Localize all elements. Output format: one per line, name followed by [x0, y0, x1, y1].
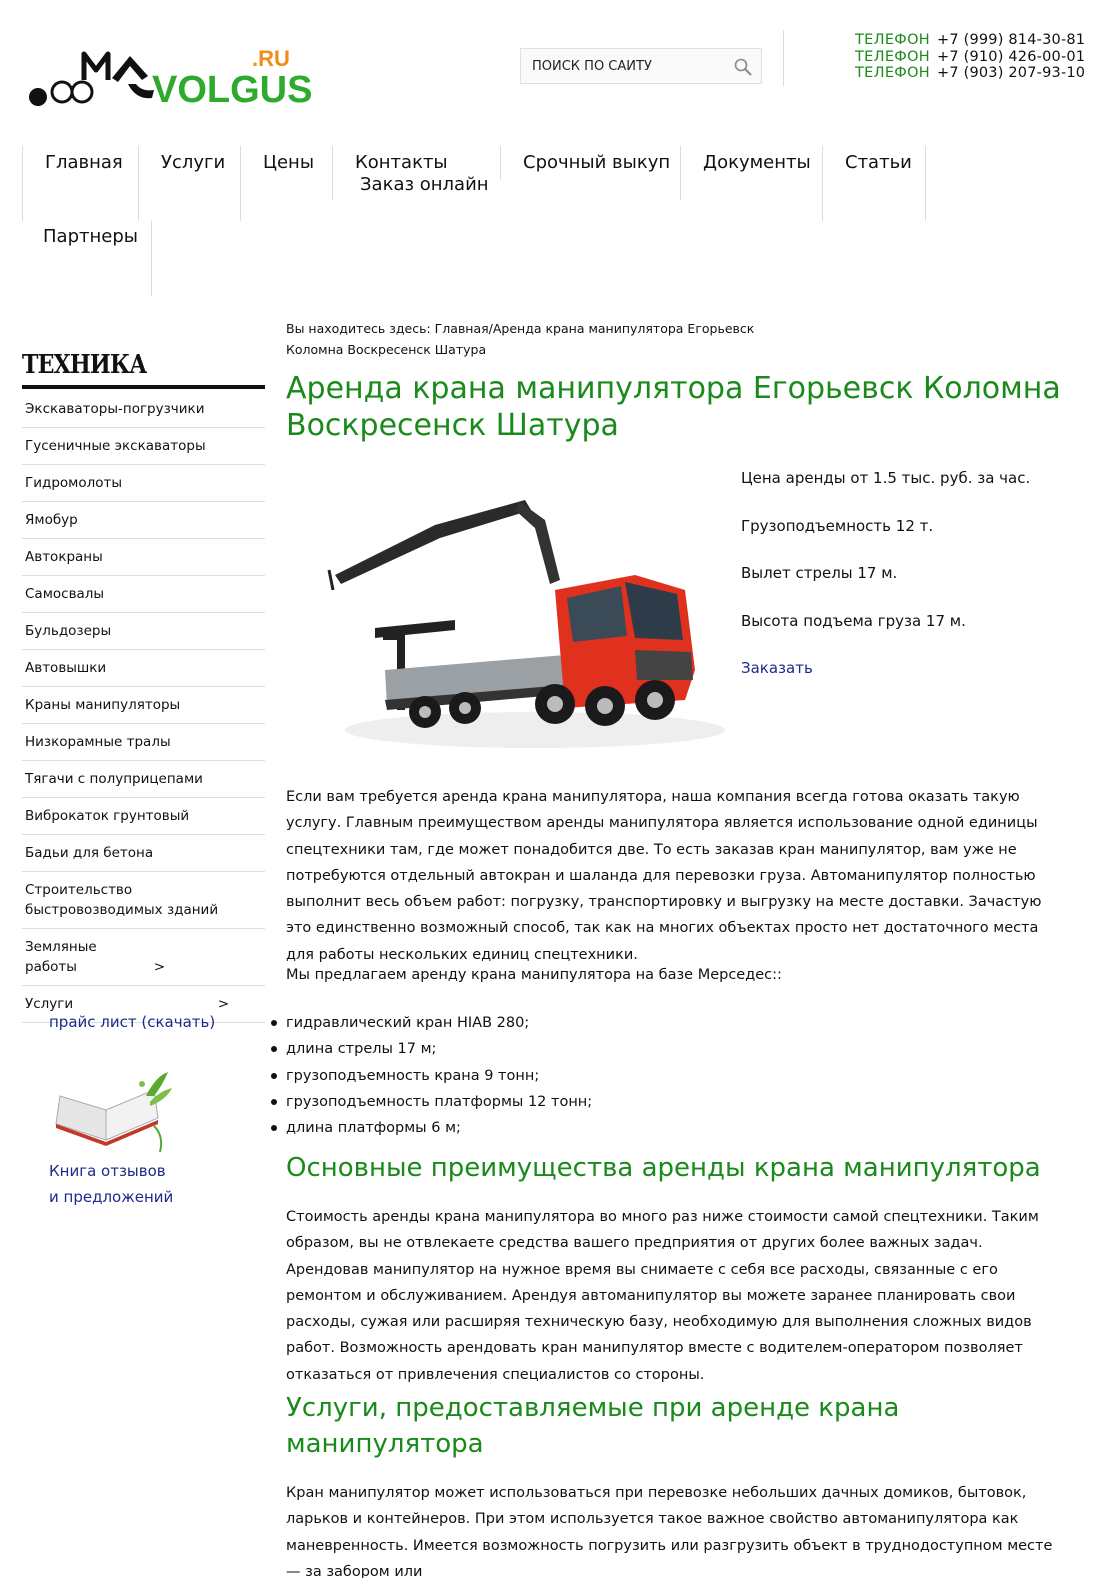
list-item: грузоподъемность платформы 12 тонн;: [286, 1089, 786, 1115]
nav-label-contacts: Контакты: [355, 152, 448, 173]
review-book-icon[interactable]: [46, 1066, 176, 1156]
list-item: длина стрелы 17 м;: [286, 1036, 786, 1062]
phone-list: [855, 32, 1085, 82]
phone-label: ТЕЛЕФОН: [855, 48, 930, 65]
sidebar-item[interactable]: Бульдозеры: [22, 613, 265, 650]
phone-label: ТЕЛЕФОН: [855, 65, 930, 81]
nav-item-partners[interactable]: [22, 220, 152, 296]
services-paragraph: Кран манипулятор может использоваться при перевозке небольших дачных домиков, бытовок, ларьков и контейнеров. При этом используется такое важное свойство автоманипулятора как маневренность. Имеется возможность погрузить или разгрузить объект в труднодоступном месте — за забором или: [286, 1485, 1053, 1578]
logo-name: VOLGUS: [152, 69, 313, 111]
review-book-label: Книга отзывов: [49, 1162, 166, 1180]
list-item: гидравлический кран HIAB 280;: [286, 1010, 786, 1036]
phone-row: [855, 65, 1085, 82]
submenu-arrow-icon: >: [217, 996, 229, 1012]
section-heading-services: Услуги, предоставляемые при аренде крана манипулятора: [286, 1393, 900, 1459]
phone-number[interactable]: +7 (903) 207-93-10: [937, 65, 1086, 81]
search-input[interactable]: [521, 59, 721, 74]
spec-reach: Вылет стрелы 17 м.: [741, 564, 898, 582]
sidebar-item[interactable]: Низкорамные тралы: [22, 724, 265, 761]
nav-item-documents[interactable]: [680, 146, 822, 200]
sidebar-item[interactable]: Экскаваторы-погрузчики: [22, 391, 265, 428]
excavator-logo-icon: [29, 54, 154, 106]
logo-ru: .RU: [252, 46, 290, 71]
nav-label: Срочный выкуп: [523, 152, 671, 173]
main-nav: [22, 146, 1082, 296]
spec-height: Высота подъема груза 17 м.: [741, 611, 966, 630]
nav-label: Услуги: [161, 152, 226, 173]
sidebar-item-label: Услуги: [25, 996, 74, 1012]
sidebar-item[interactable]: Автовышки: [22, 650, 265, 687]
nav-item-contacts[interactable]: [332, 146, 500, 200]
spec-price: Цена аренды от 1.5 тыс. руб. за час.: [741, 469, 1031, 487]
order-link[interactable]: Заказать: [741, 659, 813, 677]
nav-item-order-online[interactable]: Заказ онлайн: [360, 174, 489, 195]
phone-number[interactable]: +7 (999) 814-30-81: [937, 32, 1086, 48]
nav-label: Цены: [263, 152, 315, 173]
section-heading-advantages: Основные преимущества аренды крана манипулятора: [286, 1153, 1041, 1183]
spec-list: [741, 466, 1030, 704]
sidebar-item[interactable]: Ямобур: [22, 502, 265, 539]
sidebar-item-label: Строительство: [25, 882, 133, 898]
sidebar-item-earthworks[interactable]: [22, 929, 265, 986]
sidebar-item-label: Земляные: [25, 939, 97, 955]
sidebar-item-building[interactable]: [22, 872, 265, 929]
nav-label: Главная: [45, 152, 123, 173]
spec-capacity: Грузоподъемность 12 т.: [741, 516, 934, 535]
breadcrumb: [286, 318, 786, 360]
sidebar-item[interactable]: Гусеничные экскаваторы: [22, 428, 265, 465]
search-box: [520, 48, 762, 84]
nav-item-prices[interactable]: [240, 146, 332, 221]
advantages-paragraph: Стоимость аренды крана манипулятора во много раз ниже стоимости самой спецтехники. Таким образом, вы не отвлекаете средства вашего предприятия от других более важных задач. Арендовав манипулятор на нужное время вы снимаете с себя все расходы, связанные с его ремонтом и обслуживанием. Арендуя автоманипулятор вы можете заранее планировать свои расходы, сужая или расширяя техническую базу, необходимую для выполнения сложных видов работ. Возможность арендовать кран манипулятор вместе с водителем-оператором позволяет отказаться от привлечения специалистов со стороны.: [286, 1209, 1039, 1383]
sidebar-item[interactable]: Краны манипуляторы: [22, 687, 265, 724]
sidebar-item[interactable]: Гидромолоты: [22, 465, 265, 502]
price-list-link[interactable]: прайс лист (скачать): [49, 1013, 216, 1031]
intro-paragraph: Если вам требуется аренда крана манипулятора, наша компания всегда готова оказать такую услугу. Главным преимуществом аренды манипулятора является использование одной единицы спецтехники там, где может понадобится две. То есть заказав кран манипулятор, вам уже не потребуются отдельный автокран и шаланда для перевозки груза. Автоманипулятор полностью выполнит весь объем работ: погрузку, транспортировку и выгрузку на месте доставки. Зачастую это единственно возможный способ, так как на многих объектах просто нет достаточного места для работы нескольких единиц спецтехники.: [286, 789, 1042, 963]
submenu-arrow-icon: >: [153, 959, 165, 975]
nav-item-articles[interactable]: [822, 146, 926, 221]
list-item: длина платформы 6 м;: [286, 1115, 786, 1141]
nav-item-buyout[interactable]: [500, 146, 680, 180]
phone-number[interactable]: +7 (910) 426-00-01: [937, 48, 1086, 65]
site-logo[interactable]: [24, 40, 314, 116]
list-item: грузоподъемность крана 9 тонн;: [286, 1063, 786, 1089]
phone-row: [855, 49, 1085, 66]
nav-label: Партнеры: [43, 226, 138, 247]
offer-paragraph: Мы предлагаем аренду крана манипулятора на базе Мерседес::: [286, 967, 782, 983]
nav-item-home[interactable]: [22, 146, 138, 221]
review-book-link[interactable]: [49, 1158, 173, 1210]
sidebar-item[interactable]: Тягачи с полуприцепами: [22, 761, 265, 798]
breadcrumb-prefix: Вы находитесь здесь:: [286, 321, 431, 336]
sidebar-rule: [22, 385, 265, 389]
nav-item-services[interactable]: [138, 146, 240, 221]
nav-label: Статьи: [845, 152, 912, 173]
sidebar-title: ТЕХНИКА: [22, 350, 147, 380]
spec-bullet-list: [286, 1010, 786, 1141]
page-title: Аренда крана манипулятора Егорьевск Коломна Воскресенск Шатура: [286, 371, 1061, 443]
sidebar-item[interactable]: Автокраны: [22, 539, 265, 576]
sidebar-item-label: быстровозводимых зданий: [25, 902, 219, 918]
search-icon[interactable]: [733, 57, 753, 77]
sidebar-item-label: работы: [25, 959, 77, 975]
review-book-label: и предложений: [49, 1188, 174, 1206]
header-divider: [783, 30, 784, 86]
sidebar-item[interactable]: Виброкаток грунтовый: [22, 798, 265, 835]
phone-label: ТЕЛЕФОН: [855, 32, 930, 48]
sidebar-item[interactable]: Самосвалы: [22, 576, 265, 613]
phone-row: [855, 32, 1085, 49]
breadcrumb-home[interactable]: Главная: [434, 321, 489, 336]
crane-truck-image: [305, 480, 725, 760]
sidebar-item[interactable]: Бадьи для бетона: [22, 835, 265, 872]
breadcrumb-current: /Аренда крана манипулятора Егорьевск Коломна Воскресенск Шатура: [286, 321, 755, 357]
nav-label: Документы: [703, 152, 811, 173]
sidebar-menu: [22, 391, 265, 1023]
